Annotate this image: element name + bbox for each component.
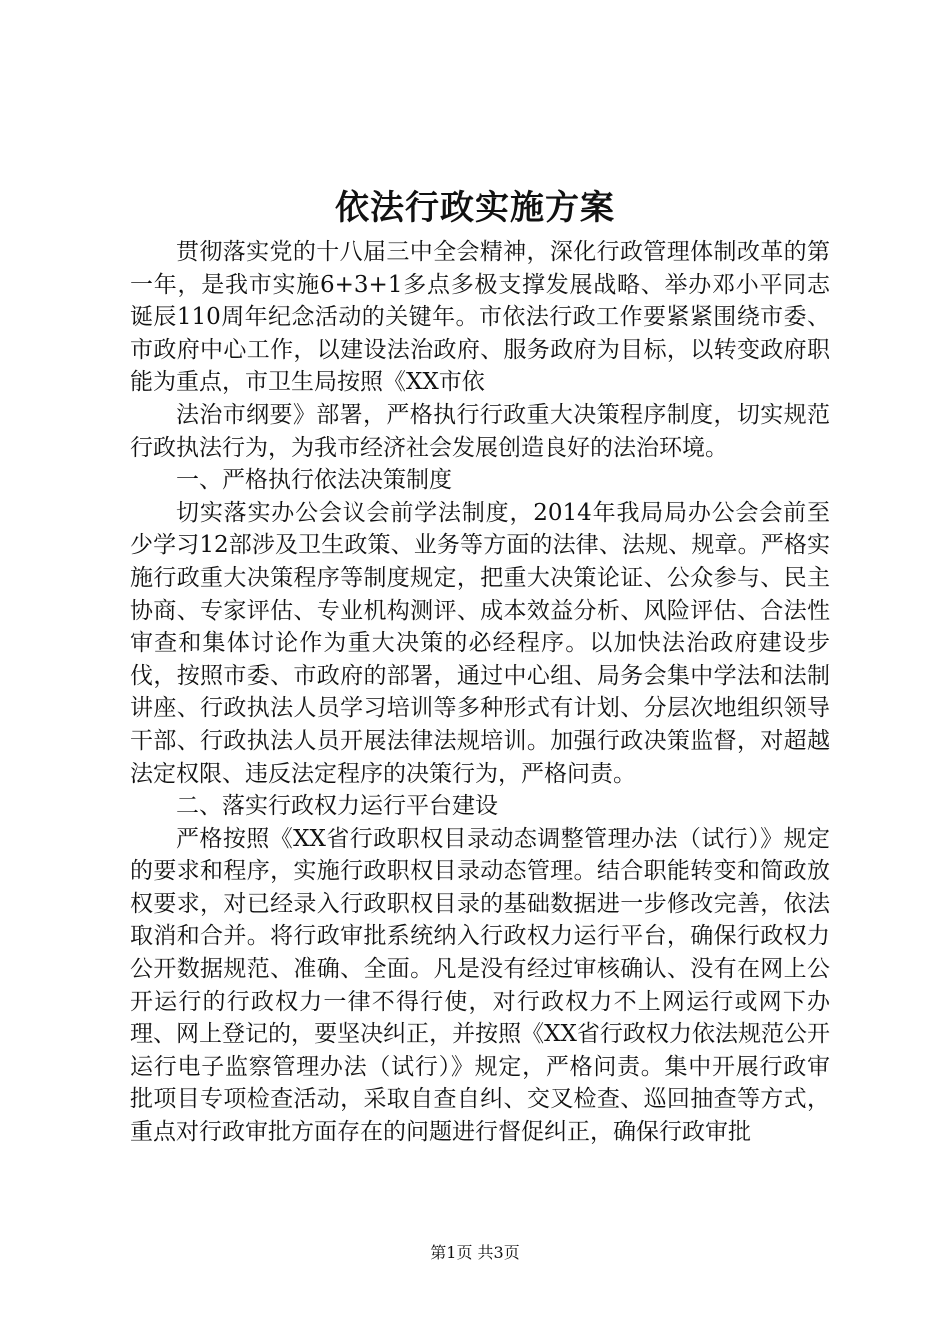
document-body xyxy=(130,236,830,1149)
section-heading-1: 一、严格执行依法决策制度 xyxy=(176,467,452,494)
paragraph-intro-continued: 法治市纲要》部署，严格执行行政重大决策程序制度，切实规范行政执法行为，为我市经济社会发展创造良好的法治环境。 xyxy=(130,401,830,461)
section-heading-2: 二、落实行政权力运行平台建设 xyxy=(176,793,498,820)
paragraph-section-1: 切实落实办公会议会前学法制度，2014年我局局办公会会前至少学习12部涉及卫生政策、业务等方面的法律、法规、规章。严格实施行政重大决策程序等制度规定，把重大决策论证、公众参与、民主协商、专家评估、专业机构测评、成本效益分析、风险评估、合法性审查和集体讨论作为重大决策的必经程序。以加快法治政府建设步伐，按照市委、市政府的部署，通过中心组、局务会集中学法和法制讲座、行政执法人员学习培训等多种形式有计划、分层次地组织领导干部、行政执法人员开展法律法规培训。加强行政决策监督，对超越法定权限、违反法定程序的决策行为，严格问责。 xyxy=(130,499,830,787)
page-footer: 第1页 共3页 xyxy=(430,1243,520,1262)
paragraph-intro: 贯彻落实党的十八届三中全会精神，深化行政管理体制改革的第一年，是我市实施6+3+1多点多极支撑发展战略、举办邓小平同志诞辰110周年纪念活动的关键年。市依法行政工作要紧紧围绕市委、市政府中心工作，以建设法治政府、服务政府为目标，以转变政府职能为重点，市卫生局按照《XX市依 xyxy=(130,239,830,396)
document-title: 依法行政实施方案 xyxy=(335,188,615,228)
paragraph-section-2: 严格按照《XX省行政职权目录动态调整管理办法（试行）》规定的要求和程序，实施行政职权目录动态管理。结合职能转变和简政放权要求，对已经录入行政职权目录的基础数据进一步修改完善，依法取消和合并。将行政审批系统纳入行政权力运行平台，确保行政权力公开数据规范、准确、全面。凡是没有经过审核确认、没有在网上公开运行的行政权力一律不得行使，对行政权力不上网运行或网下办理、网上登记的，要坚决纠正，并按照《XX省行政权力依法规范公开运行电子监察管理办法（试行）》规定，严格问责。集中开展行政审批项目专项检查活动，采取自查自纠、交叉检查、巡回抽查等方式，重点对行政审批方面存在的问题进行督促纠正，确保行政审批 xyxy=(130,825,830,1146)
